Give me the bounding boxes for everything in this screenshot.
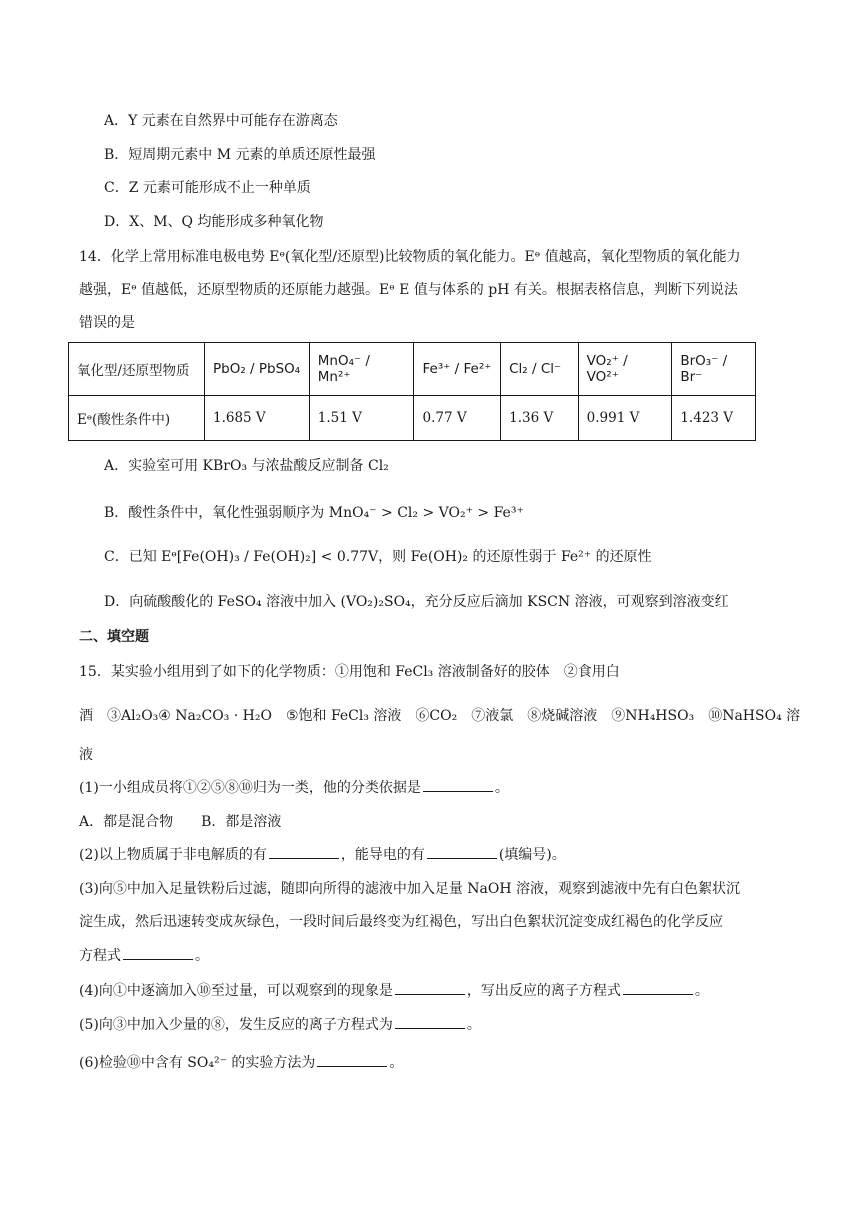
- q15-part-2-mid: ，能导电的有: [340, 847, 425, 863]
- answer-blank[interactable]: [317, 1052, 387, 1067]
- table-row: [69, 396, 756, 441]
- q15-part-3-line-3: [79, 945, 800, 967]
- table-row: [69, 343, 756, 396]
- answer-blank[interactable]: [623, 980, 693, 995]
- table-value: 1.685 V: [204, 396, 309, 441]
- table-value: 1.423 V: [672, 396, 756, 441]
- q15-part-5-end: 。: [466, 1017, 481, 1033]
- q15-part-3-text: 方程式: [79, 948, 121, 964]
- q15-part-5-text: (5)向③中加入少量的⑧，发生反应的离子方程式为: [79, 1017, 393, 1033]
- q15-part-2-end: (填编号)。: [498, 847, 566, 863]
- q14-stem-line-2: 越强，Eᶱ 值越低，还原型物质的还原能力越强。Eᶱ E 值与体系的 pH 有关。根据表格信息，判断下列说法: [79, 282, 738, 298]
- q13-option-a: A．Y 元素在自然界中可能存在游离态: [104, 113, 338, 129]
- q15-part-1-text: (1)一小组成员将①②⑤⑧⑩归为一类，他的分类依据是: [79, 780, 421, 796]
- table-couple: VO₂⁺ / VO²⁺: [578, 343, 672, 396]
- q15-part-4: [79, 980, 800, 1002]
- q15-part-1-options: A．都是混合物 B．都是溶液: [79, 814, 282, 830]
- q15-part-3-line-2: 淀生成，然后迅速转变成灰绿色，一段时间后最终变为红褐色，写出白色絮状沉淀变成红褐色的化学反应: [79, 914, 723, 930]
- table-row-label: Eᶱ(酸性条件中): [69, 396, 205, 441]
- q15-part-1-end: 。: [494, 780, 509, 796]
- q15-stem-line-2: 酒 ③Al₂O₃④ Na₂CO₃ · H₂O ⑤饱和 FeCl₃ 溶液 ⑥CO₂ ⑦液氯 ⑧烧碱溶液 ⑨NH₄HSO₃ ⑩NaHSO₄ 溶: [79, 708, 801, 724]
- section-title: 二、填空题: [79, 629, 149, 645]
- q15-stem-line-1: 15．某实验小组用到了如下的化学物质：①用饱和 FeCl₃ 溶液制备好的胶体 ②食用白: [79, 664, 620, 680]
- q15-part-2: [79, 844, 800, 866]
- q15-part-2-text: (2)以上物质属于非电解质的有: [79, 847, 267, 863]
- q15-part-1: [79, 777, 800, 799]
- q13-option-b: B．短周期元素中 M 元素的单质还原性最强: [104, 147, 376, 163]
- q14-option-a: A．实验室可用 KBrO₃ 与浓盐酸反应制备 Cl₂: [104, 458, 389, 474]
- table-value: 0.77 V: [414, 396, 501, 441]
- q14-stem-line-3: 错误的是: [79, 315, 135, 331]
- q15-part-5: [79, 1014, 800, 1036]
- answer-blank[interactable]: [427, 844, 497, 859]
- electrode-potential-table: [68, 342, 756, 441]
- table-header-label: 氧化型/还原型物质: [69, 343, 205, 396]
- table-value: 0.991 V: [578, 396, 672, 441]
- table-couple: Cl₂ / Cl⁻: [501, 343, 579, 396]
- answer-blank[interactable]: [123, 945, 193, 960]
- q15-part-6-text: (6)检验⑩中含有 SO₄²⁻ 的实验方法为: [79, 1055, 316, 1071]
- table-couple: Fe³⁺ / Fe²⁺: [414, 343, 501, 396]
- q15-part-6-end: 。: [389, 1055, 404, 1071]
- table-couple: BrO₃⁻ / Br⁻: [672, 343, 756, 396]
- q15-part-3-end: 。: [195, 948, 209, 964]
- answer-blank[interactable]: [423, 777, 493, 792]
- q15-stem-line-3: 液: [79, 747, 93, 763]
- q14-option-c: C．已知 Eᶱ[Fe(OH)₃ / Fe(OH)₂] < 0.77V，则 Fe(OH)₂ 的还原性弱于 Fe²⁺ 的还原性: [104, 549, 652, 565]
- q15-part-3-line-1: (3)向⑤中加入足量铁粉后过滤，随即向所得的滤液中加入足量 NaOH 溶液，观察到滤液中先有白色絮状沉: [79, 881, 741, 897]
- q13-option-d: D．X、M、Q 均能形成多种氧化物: [104, 214, 324, 230]
- answer-blank[interactable]: [395, 980, 465, 995]
- q14-option-b: B．酸性条件中，氧化性强弱顺序为 MnO₄⁻ > Cl₂ > VO₂⁺ > Fe³⁺: [104, 505, 524, 521]
- table-couple: MnO₄⁻ / Mn²⁺: [309, 343, 414, 396]
- answer-blank[interactable]: [395, 1014, 465, 1029]
- table-couple: PbO₂ / PbSO₄: [204, 343, 309, 396]
- table-value: 1.36 V: [501, 396, 579, 441]
- q14-option-d: D．向硫酸酸化的 FeSO₄ 溶液中加入 (VO₂)₂SO₄，充分反应后滴加 KSCN 溶液，可观察到溶液变红: [104, 594, 729, 610]
- q15-part-4-text: (4)向①中逐滴加入⑩至过量，可以观察到的现象是: [79, 983, 393, 999]
- q13-option-c: C．Z 元素可能形成不止一种单质: [104, 180, 311, 196]
- table-value: 1.51 V: [309, 396, 414, 441]
- q15-part-4-end: 。: [694, 983, 709, 999]
- q15-part-4-mid: ，写出反应的离子方程式: [466, 983, 621, 999]
- q15-part-6: [79, 1052, 800, 1074]
- q14-stem-line-1: 14．化学上常用标准电极电势 Eᶱ(氧化型/还原型)比较物质的氧化能力。Eᶱ 值越高，氧化型物质的氧化能力: [79, 249, 741, 265]
- answer-blank[interactable]: [269, 844, 339, 859]
